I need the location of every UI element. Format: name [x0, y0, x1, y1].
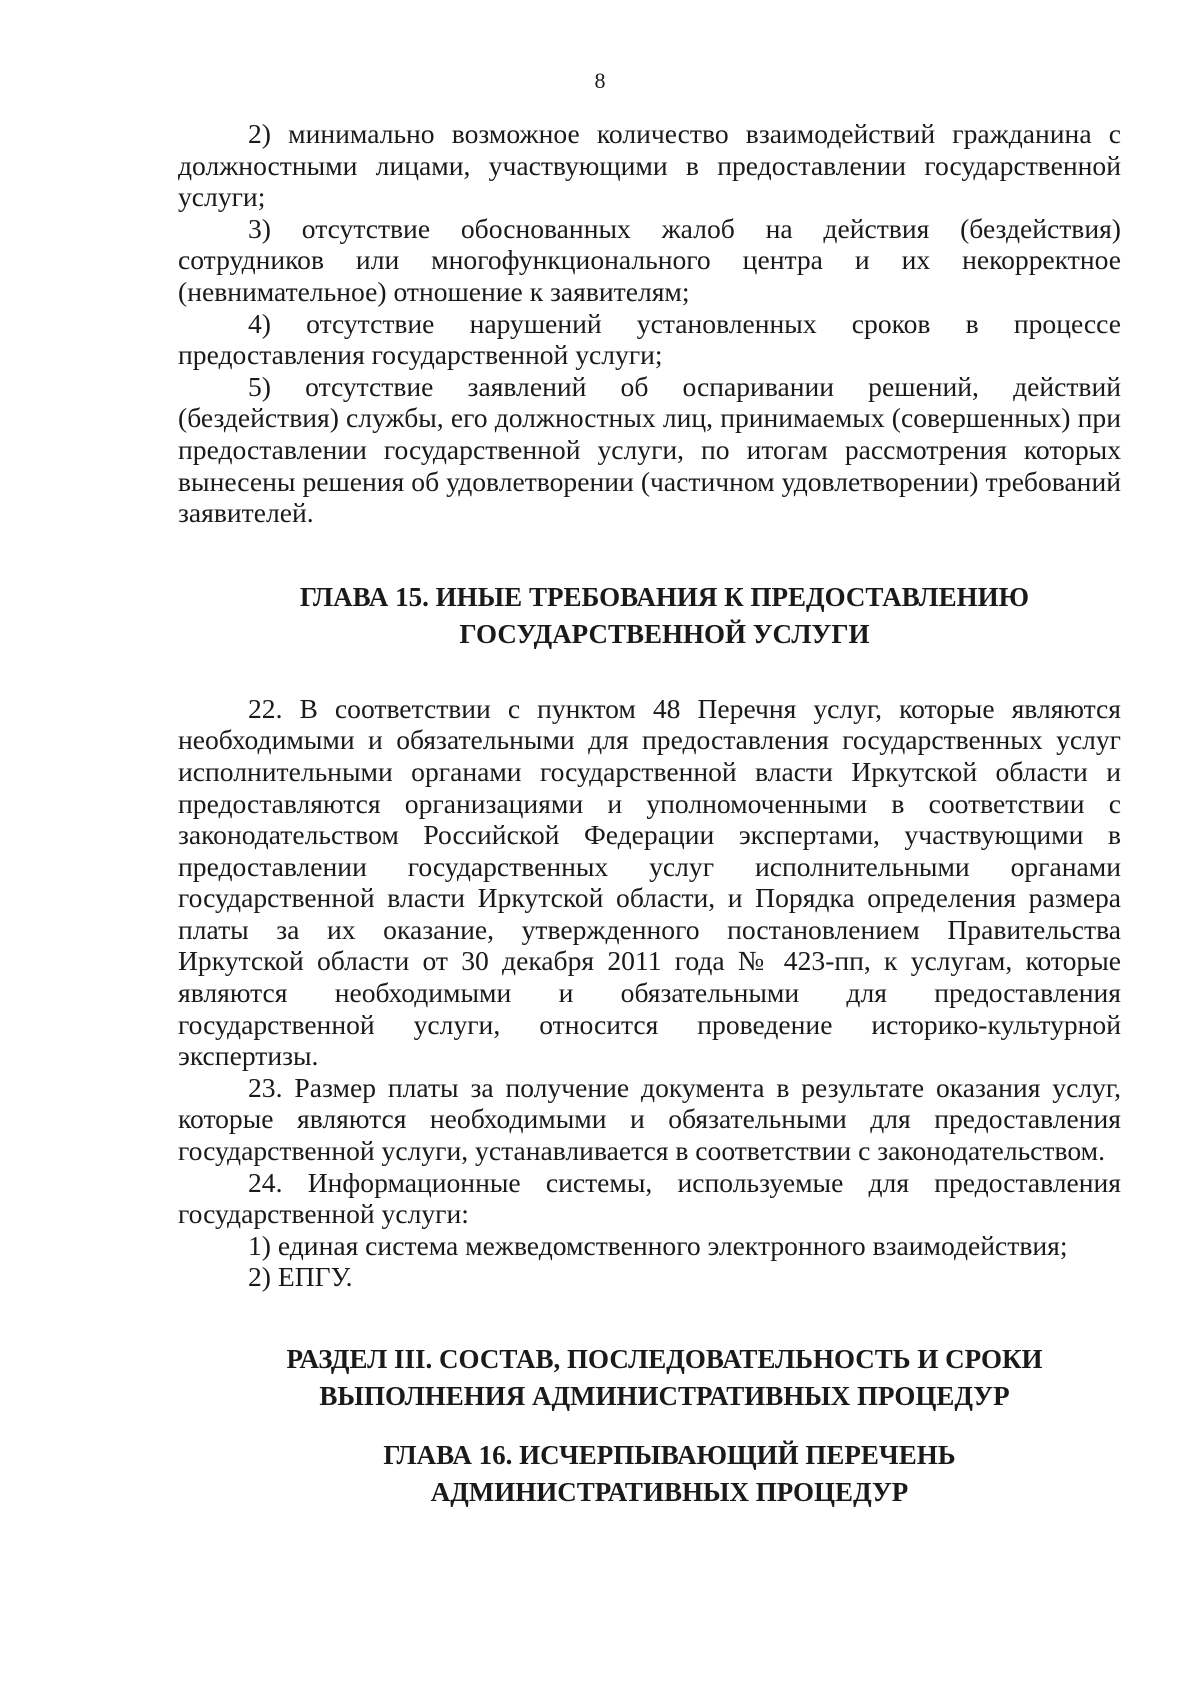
section-3-title-line2: ВЫПОЛНЕНИЯ АДМИНИСТРАТИВНЫХ ПРОЦЕДУР	[319, 1381, 1010, 1411]
section-3-title-line1: РАЗДЕЛ III. СОСТАВ, ПОСЛЕДОВАТЕЛЬНОСТЬ И СРОКИ	[286, 1344, 1043, 1374]
document-body	[178, 118, 1121, 1511]
list-item: 3) отсутствие обоснованных жалоб на действия (бездействия) сотрудников или многофункционального центра и их некорректное (невнимательное) отношение к заявителям;	[178, 212, 1121, 307]
list-item: 4) отсутствие нарушений установленных сроков в процессе предоставления государственной услуги;	[178, 307, 1121, 371]
section-3-title	[178, 1341, 1121, 1415]
list-item: 5) отсутствие заявлений об оспаривании решений, действий (бездействия) службы, его должностных лиц, принимаемых (совершенных) при предоставлении государственной услуги, по итогам рассмотрения которых вынесены решения об удовлетворении (частичном удовлетворении) требований заявителей.	[178, 370, 1121, 529]
page-number: 8	[594, 68, 606, 93]
chapter-15-title	[178, 579, 1121, 653]
chapter-16-title-line2: АДМИНИСТРАТИВНЫХ ПРОЦЕДУР	[430, 1477, 909, 1507]
chapter-16-title-line1: ГЛАВА 16. ИСЧЕРПЫВАЮЩИЙ ПЕРЕЧЕНЬ	[383, 1440, 956, 1470]
paragraph-24: 24. Информационные системы, используемые для предоставления государственной услуги:	[178, 1166, 1121, 1230]
chapter-16-title	[178, 1437, 1121, 1511]
list-item: 1) единая система межведомственного электронного взаимодействия;	[248, 1229, 1068, 1261]
paragraph-22: 22. В соответствии с пунктом 48 Перечня услуг, которые являются необходимыми и обязательными для предоставления государственных услуг исполнительными органами государственной власти Иркутской области и предоставляются организациями и уполномоченными в соответствии с законодательством Российской Федерации экспертами, участвующими в предоставлении государственных услуг исполнительными органами государственной власти Иркутской области, и Порядка определения размера платы за их оказание, утвержденного постановлением Правительства Иркутской области от 30 декабря 2011 года № 423-пп, к услугам, которые являются необходимыми и обязательными для предоставления государственной услуги, относится проведение историко-культурной экспертизы.	[178, 692, 1121, 1072]
list-item: 2) ЕПГУ.	[248, 1261, 353, 1293]
list-item: 2) минимально возможное количество взаимодействий гражданина с должностными лицами, участвующими в предоставлении государственной услуги;	[178, 118, 1121, 213]
chapter-15-title-line2: ГОСУДАРСТВЕННОЙ УСЛУГИ	[459, 618, 870, 649]
paragraph-23: 23. Размер платы за получение документа в результате оказания услуг, которые являются необходимыми и обязательными для предоставления государственной услуги, устанавливается в соответствии с законодательством.	[178, 1071, 1121, 1167]
chapter-15-title-line1: ГЛАВА 15. ИНЫЕ ТРЕБОВАНИЯ К ПРЕДОСТАВЛЕНИЮ	[299, 581, 1030, 612]
